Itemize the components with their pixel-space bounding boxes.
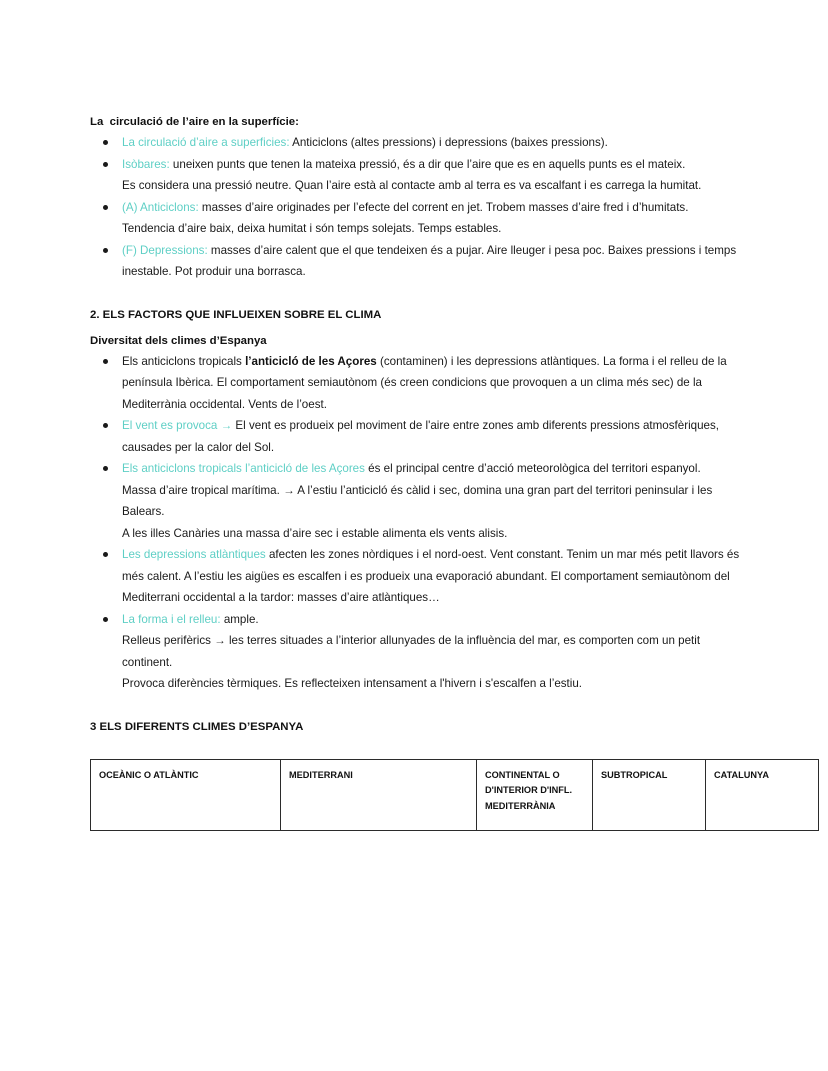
list-item — [90, 132, 740, 154]
bullet-text: uneixen punts que tenen la mateixa pressió, és a dir que l’aire que es en aquells punts es el mateix. — [169, 157, 686, 171]
list-item — [90, 351, 740, 416]
bullet-text: afecten les zones nòrdiques i el nord-oest. Vent constant. Tenim un mar més petit llavors és més calent. A l’estiu les aigües es escalfen i es produeix una evaporació abundant. El comportament semiautònom del Mediterrani occidental a la tardor: masses d’aire atlàntiques… — [122, 548, 740, 604]
bullet-label: La circulació d’aire a superficies: — [122, 136, 290, 149]
bullet-label: La forma i el relleu: — [122, 612, 221, 626]
bullet-list-circulacio — [90, 132, 740, 283]
list-item — [90, 544, 740, 609]
bullet-extra-line: Provoca diferències tèrmiques. Es reflecteixen intensament a l'hivern i s'escalfen a l’estiu. — [122, 677, 583, 690]
bullet-text: masses d’aire calent que el que tendeixen és a pujar. Aire lleuger i pesa poc. Baixes pressions i temps inestable. Pot produir una borrasca. — [122, 243, 737, 278]
spacer — [90, 695, 740, 717]
bullet-text: ample. — [220, 612, 259, 626]
bullet-text: (contaminen) i les depressions atlàntiques. La forma i el relleu de la península Ibèrica. El comportament semiautònom (és creen condicions que provoquen a un clima més sec) de la Mediterrània occidental. Vents de l’oest. — [122, 354, 727, 411]
section-heading-factors: 2. ELS FACTORS QUE INFLUEIXEN SOBRE EL CLIMA — [90, 308, 382, 321]
table-header-cell: CATALUNYA — [706, 759, 819, 830]
section-heading-circulacio: La circulació de l’aire en la superfície: — [90, 116, 299, 128]
bullet-bold-term: l’anticicló de les Açores — [245, 354, 377, 368]
table-header-cell: SUBTROPICAL — [593, 759, 706, 830]
table-header-cell: MEDITERRANI — [281, 759, 477, 830]
bullet-label: Les depressions atlàntiques — [122, 548, 266, 561]
list-item — [90, 458, 740, 544]
list-item — [90, 240, 740, 283]
list-item — [90, 609, 740, 695]
bullet-text: El vent es produeix pel moviment de l'aire entre zones amb diferents pressions atmosfèriques, causades per la calor del Sol. — [122, 419, 720, 454]
table-header-cell: CONTINENTAL O D'INTERIOR D'INFL. MEDITERRÀNIA — [477, 759, 593, 830]
bullet-prefix: Els anticiclons tropicals — [122, 354, 246, 368]
list-item — [90, 154, 740, 197]
bullet-extra-line: Relleus perifèrics → les terres situades a l’interior allunyades de la influència del mar, es comporten com un petit continent. — [122, 634, 701, 669]
table-header-cell: OCEÀNIC O ATLÀNTIC — [91, 759, 281, 830]
bullet-text: Anticiclons (altes pressions) i depressions (baixes pressions). — [289, 136, 608, 149]
bullet-label: El vent es provoca → — [122, 419, 233, 432]
bullet-label: Isòbares: — [122, 157, 170, 171]
bullet-label: (F) Depressions: — [122, 243, 208, 257]
spacer — [90, 283, 740, 305]
bullet-text: masses d’aire originades per l’efecte del corrent en jet. Trobem masses d’aire fred i d’humitats. Tendencia d’aire baix, deixa humitat i són temps solejats. Temps estables. — [122, 200, 689, 235]
subheading-diversitat: Diversitat dels climes d’Espanya — [90, 334, 267, 347]
bullet-label: Els anticiclons tropicals l’anticicló de les Açores — [122, 462, 365, 475]
bullet-extra-line: Es considera una pressió neutre. Quan l’aire està al contacte amb al terra es va escalfant i es carrega la humitat. — [122, 179, 702, 192]
climates-table — [90, 759, 819, 831]
bullet-list-factors — [90, 351, 740, 695]
document-content — [90, 112, 769, 831]
list-item — [90, 415, 740, 458]
table-row — [91, 759, 819, 830]
section-heading-climes: 3 ELS DIFERENTS CLIMES D’ESPANYA — [90, 720, 304, 733]
bullet-extra-line: Massa d’aire tropical marítima. → A l’estiu l’anticicló és càlid i sec, domina una gran part del territori peninsular i les Balears. — [122, 483, 713, 518]
bullet-label: (A) Anticiclons: — [122, 200, 199, 214]
list-item — [90, 197, 740, 240]
bullet-text: és el principal centre d’acció meteorològica del territori espanyol. — [364, 462, 701, 475]
bullet-extra-line: A les illes Canàries una massa d’aire sec i estable alimenta els vents alisis. — [122, 526, 508, 540]
